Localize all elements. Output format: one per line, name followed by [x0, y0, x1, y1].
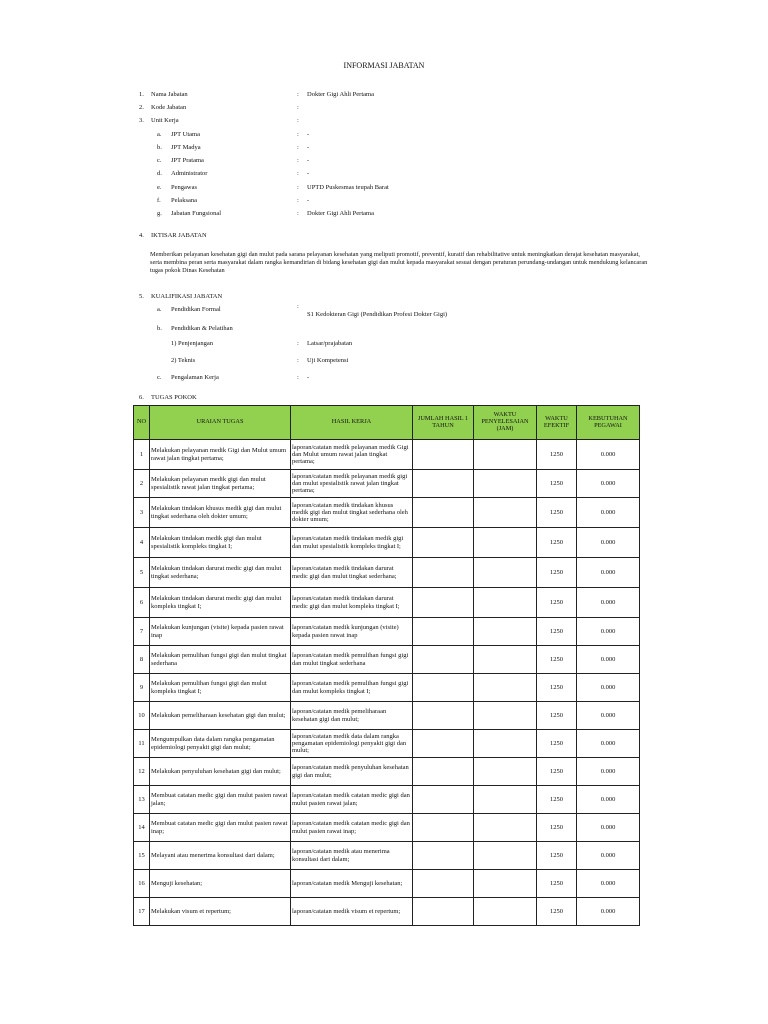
cell-kebutuhan-pegawai: 0.000 [577, 674, 640, 702]
item-letter: b. [157, 325, 162, 332]
cell-no: 6 [134, 588, 150, 618]
cell-kebutuhan-pegawai: 0.000 [577, 870, 640, 898]
field-colon: : [297, 104, 299, 111]
item-value: Dokter Gigi Ahli Pertama [307, 210, 374, 217]
table-row [134, 674, 640, 702]
item-colon: : [297, 184, 299, 191]
field-value: Dokter Gigi Ahli Pertama [307, 91, 374, 98]
cell-kebutuhan-pegawai: 0.000 [577, 558, 640, 588]
cell-no: 10 [134, 702, 150, 730]
cell-waktu-efektif: 1250 [537, 558, 577, 588]
item-label: Administrator [171, 170, 208, 177]
cell-waktu-efektif: 1250 [537, 440, 577, 470]
cell-waktu-penyelesaian [474, 528, 537, 558]
cell-kebutuhan-pegawai: 0.000 [577, 786, 640, 814]
cell-waktu-penyelesaian [474, 730, 537, 758]
pengalaman-kerja-value: - [307, 374, 310, 381]
cell-hasil-kerja: laporan/catatan medik pemeliharaan kesehatan gigi dan mulut; [291, 702, 413, 730]
item-letter: g. [157, 210, 162, 217]
cell-hasil-kerja: laporan/catatan medik atau menerima konsultasi dari dalam; [291, 842, 413, 870]
cell-kebutuhan-pegawai: 0.000 [577, 842, 640, 870]
cell-waktu-penyelesaian [474, 898, 537, 926]
cell-waktu-efektif: 1250 [537, 618, 577, 646]
item-colon: : [297, 210, 299, 217]
cell-hasil-kerja: laporan/catatan medik pemulihan fungsi gigi dan mulut kompleks tingkat I; [291, 674, 413, 702]
cell-waktu-penyelesaian [474, 758, 537, 786]
field-colon: : [297, 117, 299, 124]
cell-kebutuhan-pegawai: 0.000 [577, 470, 640, 498]
cell-kebutuhan-pegawai: 0.000 [577, 618, 640, 646]
cell-waktu-efektif: 1250 [537, 528, 577, 558]
cell-kebutuhan-pegawai: 0.000 [577, 814, 640, 842]
cell-jumlah-hasil [413, 528, 474, 558]
cell-kebutuhan-pegawai: 0.000 [577, 440, 640, 470]
cell-waktu-efektif: 1250 [537, 870, 577, 898]
item-colon: : [297, 170, 299, 177]
cell-jumlah-hasil [413, 758, 474, 786]
table-row [134, 558, 640, 588]
cell-kebutuhan-pegawai: 0.000 [577, 702, 640, 730]
cell-waktu-efektif: 1250 [537, 730, 577, 758]
item-colon: : [297, 303, 299, 310]
cell-jumlah-hasil [413, 702, 474, 730]
field-number: 3. [139, 117, 144, 124]
penjenjangan-value: Latsar/prajabatan [307, 340, 353, 347]
header-waktu-penyelesaian: WAKTU PENYELESAIAN (JAM) [474, 406, 537, 440]
table-row [134, 618, 640, 646]
cell-waktu-penyelesaian [474, 646, 537, 674]
item-label: JPT Madya [171, 144, 201, 151]
cell-uraian-tugas: Melakukan tindakan khusus medik gigi dan mulut tingkat sederhana oleh dokter umum; [150, 498, 291, 528]
cell-uraian-tugas: Melakukan kunjungan (visite) kepada pasien rawat inap [150, 618, 291, 646]
cell-uraian-tugas: Melakukan pelayanan medik Gigi dan Mulut umum rawat jalan tingkat pertama; [150, 440, 291, 470]
cell-no: 12 [134, 758, 150, 786]
cell-jumlah-hasil [413, 842, 474, 870]
cell-waktu-penyelesaian [474, 842, 537, 870]
cell-uraian-tugas: Melakukan pemulihan fungsi gigi dan mulut kompleks tingkat I; [150, 674, 291, 702]
cell-kebutuhan-pegawai: 0.000 [577, 498, 640, 528]
cell-jumlah-hasil [413, 646, 474, 674]
cell-no: 9 [134, 674, 150, 702]
item-label: JPT Utama [171, 131, 200, 138]
cell-waktu-efektif: 1250 [537, 702, 577, 730]
cell-hasil-kerja: laporan/catatan medik visum et repertum; [291, 898, 413, 926]
table-row [134, 814, 640, 842]
cell-hasil-kerja: laporan/catatan medik data dalam rangka pengamatan epidemiologi penyakit gigi dan mulut; [291, 730, 413, 758]
pendidikan-formal-label: Pendidikan Formal [171, 306, 221, 313]
cell-jumlah-hasil [413, 440, 474, 470]
cell-kebutuhan-pegawai: 0.000 [577, 898, 640, 926]
table-row [134, 870, 640, 898]
cell-hasil-kerja: laporan/catatan medik kunjungan (visite) kepada pasien rawat inap [291, 618, 413, 646]
field-number: 2. [139, 104, 144, 111]
cell-hasil-kerja: laporan/catatan medik pelayanan medik gigi dan mulut spesialistik rawat jalan tingkat pertama; [291, 470, 413, 498]
cell-hasil-kerja: laporan/catatan medik catatan medic gigi dan mulut pasien rawat inap; [291, 814, 413, 842]
cell-jumlah-hasil [413, 588, 474, 618]
section-heading-ikhtisar: IKTISAR JABATAN [151, 232, 207, 239]
cell-waktu-penyelesaian [474, 870, 537, 898]
item-letter: e. [157, 184, 162, 191]
cell-waktu-penyelesaian [474, 618, 537, 646]
cell-uraian-tugas: Membuat catatan medic gigi dan mulut pasien rawat inap; [150, 814, 291, 842]
cell-hasil-kerja: laporan/catatan medik catatan medic gigi dan mulut pasien rawat jalan; [291, 786, 413, 814]
pengalaman-kerja-label: Pengalaman Kerja [171, 374, 219, 381]
cell-hasil-kerja: laporan/catatan medik Menguji kesehatan; [291, 870, 413, 898]
cell-no: 15 [134, 842, 150, 870]
item-colon: : [297, 374, 299, 381]
cell-uraian-tugas: Membuat catatan medic gigi dan mulut pasien rawat jalan; [150, 786, 291, 814]
ikhtisar-paragraph: Memberikan pelayanan kesehatan gigi dan mulut pada sarana pelayanan kesehatan yang meliputi promotif, preventif, kuratif dan rehabilitative untuk meningkatkan derajat kesehatan masyarakat, serta membina peran serta masyarakat dalam rangka kemandirian di bidang kesehatan gigi dan mulut kepada masyarakat sesuai dengan peraturan perundang-undangan untuk mendukung kelancaran tugas pokok Dinas Kesehatan [150, 251, 648, 275]
cell-no: 16 [134, 870, 150, 898]
cell-uraian-tugas: Melakukan tindakan darurat medic gigi dan mulut tingkat sederhana; [150, 558, 291, 588]
section-heading-tugas: TUGAS POKOK [151, 394, 197, 401]
cell-waktu-efektif: 1250 [537, 786, 577, 814]
cell-uraian-tugas: Melakukan visum et repertum; [150, 898, 291, 926]
item-value: - [307, 157, 310, 164]
item-colon: : [297, 357, 299, 364]
cell-uraian-tugas: Melakukan pemeliharaan kesehatan gigi dan mulut; [150, 702, 291, 730]
header-kebutuhan-pegawai: KEBUTUHAN PEGAWAI [577, 406, 640, 440]
cell-hasil-kerja: laporan/catatan medik tindakan khusus medik gigi dan mulut tingkat sederhana oleh dokter umum; [291, 498, 413, 528]
cell-jumlah-hasil [413, 786, 474, 814]
cell-waktu-penyelesaian [474, 558, 537, 588]
section-number: 5. [139, 293, 144, 300]
cell-waktu-penyelesaian [474, 786, 537, 814]
item-letter: f. [157, 197, 161, 204]
item-label: JPT Pratama [171, 157, 204, 164]
item-label: Pelaksana [171, 197, 197, 204]
cell-no: 7 [134, 618, 150, 646]
cell-jumlah-hasil [413, 498, 474, 528]
header-uraian-tugas: URAIAN TUGAS [150, 406, 291, 440]
item-letter: c. [157, 374, 162, 381]
section-number: 4. [139, 232, 144, 239]
item-value: - [307, 197, 310, 204]
cell-no: 4 [134, 528, 150, 558]
item-letter: a. [157, 306, 162, 313]
cell-waktu-efektif: 1250 [537, 674, 577, 702]
item-letter: b. [157, 144, 162, 151]
cell-jumlah-hasil [413, 470, 474, 498]
cell-kebutuhan-pegawai: 0.000 [577, 758, 640, 786]
teknis-value: Uji Kompetensi [307, 357, 349, 364]
cell-hasil-kerja: laporan/catatan medik tindakan darurat medic gigi dan mulut kompleks tingkat I; [291, 588, 413, 618]
table-row [134, 588, 640, 618]
item-letter: a. [157, 131, 162, 138]
cell-jumlah-hasil [413, 558, 474, 588]
section-number: 6. [139, 394, 144, 401]
cell-no: 8 [134, 646, 150, 674]
item-value: - [307, 144, 310, 151]
cell-waktu-efektif: 1250 [537, 898, 577, 926]
field-label: Nama Jabatan [151, 91, 188, 98]
cell-waktu-efektif: 1250 [537, 758, 577, 786]
cell-waktu-penyelesaian [474, 498, 537, 528]
cell-kebutuhan-pegawai: 0.000 [577, 528, 640, 558]
cell-waktu-penyelesaian [474, 470, 537, 498]
item-colon: : [297, 131, 299, 138]
table-row [134, 498, 640, 528]
cell-uraian-tugas: Mengumpulkan data dalam rangka pengamatan epidemiologi penyakit gigi dan mulut; [150, 730, 291, 758]
document-title: INFORMASI JABATAN [343, 61, 425, 70]
item-label: Jabatan Fungsional [171, 210, 222, 217]
cell-hasil-kerja: laporan/catatan medik tindakan darurat medic gigi dan mulut tingkat sederhana; [291, 558, 413, 588]
table-row [134, 646, 640, 674]
section-heading-kualifikasi: KUALIFIKASI JABATAN [151, 293, 223, 300]
cell-no: 14 [134, 814, 150, 842]
item-colon: : [297, 197, 299, 204]
cell-uraian-tugas: Melakukan tindakan darurat medic gigi dan mulut kompleks tingkat I; [150, 588, 291, 618]
cell-jumlah-hasil [413, 814, 474, 842]
cell-kebutuhan-pegawai: 0.000 [577, 588, 640, 618]
cell-no: 2 [134, 470, 150, 498]
cell-waktu-efektif: 1250 [537, 842, 577, 870]
header-waktu-efektif: WAKTU EFEKTIF [537, 406, 577, 440]
table-header-row [134, 406, 640, 440]
table-row [134, 758, 640, 786]
table-row [134, 730, 640, 758]
cell-waktu-efektif: 1250 [537, 470, 577, 498]
pendidikan-pelatihan-label: Pendidikan & Pelatihan [171, 325, 233, 332]
field-label: Kode Jabatan [151, 104, 187, 111]
item-value: UPTD Puskesmas teupah Barat [307, 184, 389, 191]
cell-uraian-tugas: Melakukan tindakan medik gigi dan mulut spesialistik kompleks tingkat I; [150, 528, 291, 558]
cell-waktu-penyelesaian [474, 674, 537, 702]
tugas-pokok-table [133, 405, 640, 926]
penjenjangan-label: 1) Penjenjangan [171, 340, 214, 347]
cell-jumlah-hasil [413, 898, 474, 926]
cell-waktu-penyelesaian [474, 702, 537, 730]
table-row [134, 702, 640, 730]
table-body [134, 440, 640, 926]
cell-jumlah-hasil [413, 870, 474, 898]
cell-jumlah-hasil [413, 730, 474, 758]
cell-waktu-penyelesaian [474, 440, 537, 470]
table-row [134, 786, 640, 814]
cell-no: 17 [134, 898, 150, 926]
cell-uraian-tugas: Melakukan pemulihan fungsi gigi dan mulut tingkat sederhana [150, 646, 291, 674]
table-row [134, 842, 640, 870]
item-colon: : [297, 144, 299, 151]
cell-hasil-kerja: laporan/catatan medik pemulihan fungsi gigi dan mulut tingkat sederhana [291, 646, 413, 674]
cell-no: 1 [134, 440, 150, 470]
cell-jumlah-hasil [413, 618, 474, 646]
cell-waktu-penyelesaian [474, 814, 537, 842]
teknis-label: 2) Teknis [171, 357, 196, 364]
cell-waktu-efektif: 1250 [537, 646, 577, 674]
cell-no: 13 [134, 786, 150, 814]
cell-no: 3 [134, 498, 150, 528]
cell-hasil-kerja: laporan/catatan medik tindakan medik gigi dan mulut spesialistik kompleks tingkat I; [291, 528, 413, 558]
field-number: 1. [139, 91, 144, 98]
table-row [134, 440, 640, 470]
pendidikan-formal-value: S1 Kedokteran Gigi (Pendidikan Profesi Dokter Gigi) [307, 311, 448, 318]
table-row [134, 528, 640, 558]
item-letter: c. [157, 157, 162, 164]
cell-uraian-tugas: Menguji kesehatan; [150, 870, 291, 898]
cell-no: 11 [134, 730, 150, 758]
cell-hasil-kerja: laporan/catatan medik pelayanan medik Gigi dan Mulut umum rawat jalan tingkat pertama; [291, 440, 413, 470]
field-label: Unit Kerja [151, 117, 179, 124]
item-value: - [307, 131, 310, 138]
cell-kebutuhan-pegawai: 0.000 [577, 646, 640, 674]
cell-waktu-efektif: 1250 [537, 814, 577, 842]
cell-hasil-kerja: laporan/catatan medik penyuluhan kesehatan gigi dan mulut; [291, 758, 413, 786]
item-colon: : [297, 340, 299, 347]
item-letter: d. [157, 170, 162, 177]
table-row [134, 898, 640, 926]
item-value: - [307, 170, 310, 177]
cell-uraian-tugas: Melakukan penyuluhan kesehatan gigi dan mulut; [150, 758, 291, 786]
header-jumlah-hasil: JUMLAH HASIL 1 TAHUN [413, 406, 474, 440]
cell-uraian-tugas: Melakukan pelayanan medik gigi dan mulut spesialistik rawat jalan tingkat pertama; [150, 470, 291, 498]
cell-jumlah-hasil [413, 674, 474, 702]
cell-no: 5 [134, 558, 150, 588]
cell-kebutuhan-pegawai: 0.000 [577, 730, 640, 758]
cell-uraian-tugas: Melayani atau menerima konsultasi dari dalam; [150, 842, 291, 870]
header-hasil-kerja: HASIL KERJA [291, 406, 413, 440]
cell-waktu-efektif: 1250 [537, 588, 577, 618]
field-colon: : [297, 91, 299, 98]
header-no: NO [134, 406, 150, 440]
table-row [134, 470, 640, 498]
item-colon: : [297, 157, 299, 164]
cell-waktu-efektif: 1250 [537, 498, 577, 528]
cell-waktu-penyelesaian [474, 588, 537, 618]
item-label: Pengawas [171, 184, 197, 191]
